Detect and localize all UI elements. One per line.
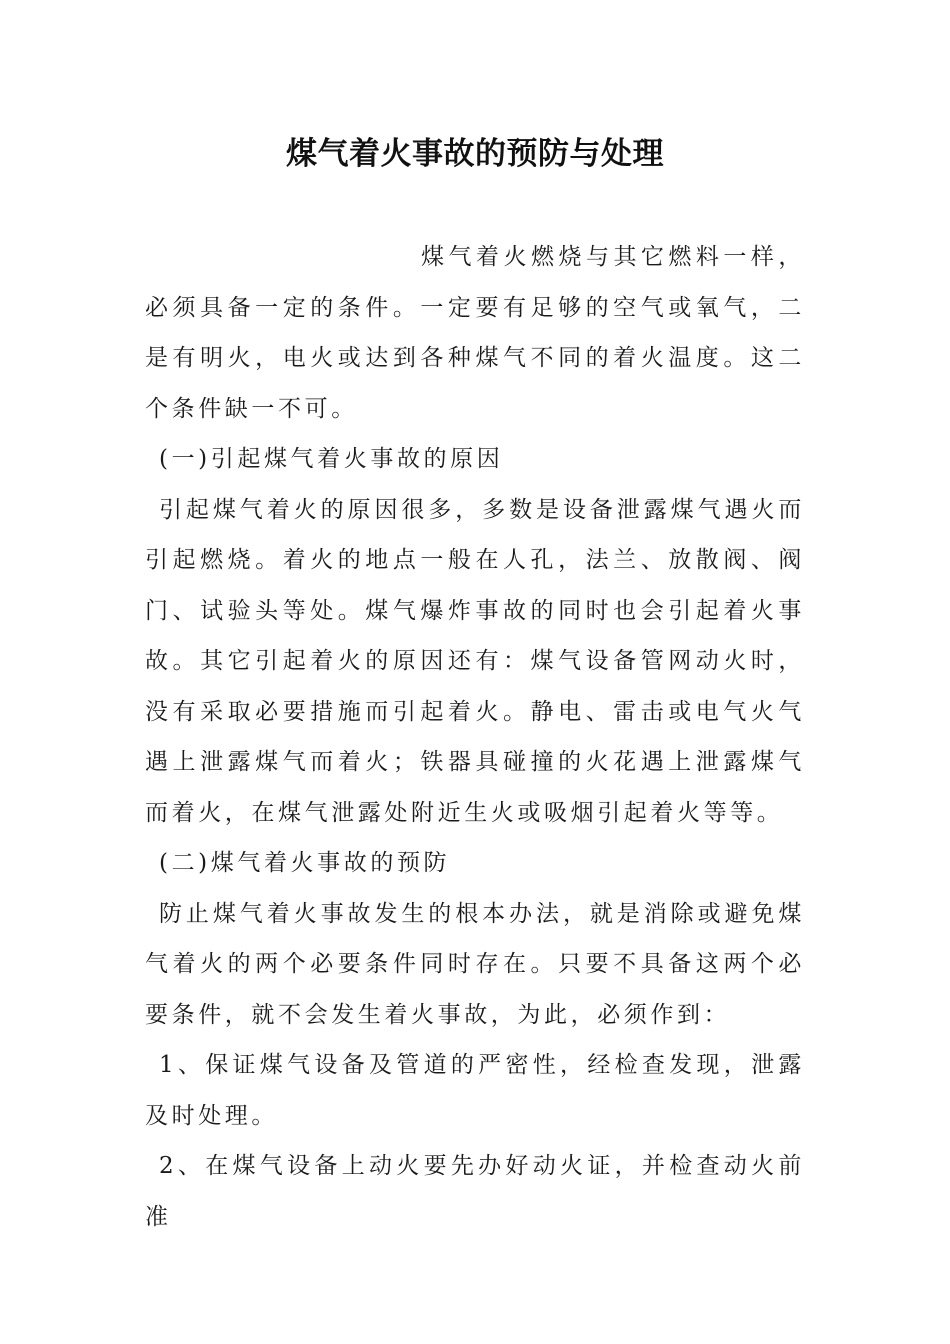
section-heading-causes: (一)引起煤气着火事故的原因	[159, 446, 504, 472]
prevention-paragraph: 防止煤气着火事故发生的根本办法，就是消除或避免煤气着火的两个必要条件同时存在。只要不具备这两个必要条件，就不会发生着火事故，为此，必须作到：	[145, 900, 805, 1028]
document-title: 煤气着火事故的预防与处理	[286, 136, 664, 172]
document-body	[145, 232, 805, 1242]
intro-paragraph: 煤气着火燃烧与其它燃料一样，必须具备一定的条件。一定要有足够的空气或氧气，二是有明火，电火或达到各种煤气不同的着火温度。这二个条件缺一不可。	[145, 244, 805, 422]
causes-paragraph: 引起煤气着火的原因很多，多数是设备泄露煤气遇火而引起燃烧。着火的地点一般在人孔，法兰、放散阀、阀门、试验头等处。煤气爆炸事故的同时也会引起着火事故。其它引起着火的原因还有：煤气设备管网动火时，没有采取必要措施而引起着火。静电、雷击或电气火气遇上泄露煤气而着火；铁器具碰撞的火花遇上泄露煤气而着火，在煤气泄露处附近生火或吸烟引起着火等等。	[145, 496, 805, 826]
prevention-item-1: 1、保证煤气设备及管道的严密性，经检查发现，泄露及时处理。	[145, 1052, 805, 1129]
prevention-item-2: 2、在煤气设备上动火要先办好动火证，并检查动火前准	[145, 1153, 805, 1230]
section-heading-prevention: (二)煤气着火事故的预防	[159, 850, 451, 876]
